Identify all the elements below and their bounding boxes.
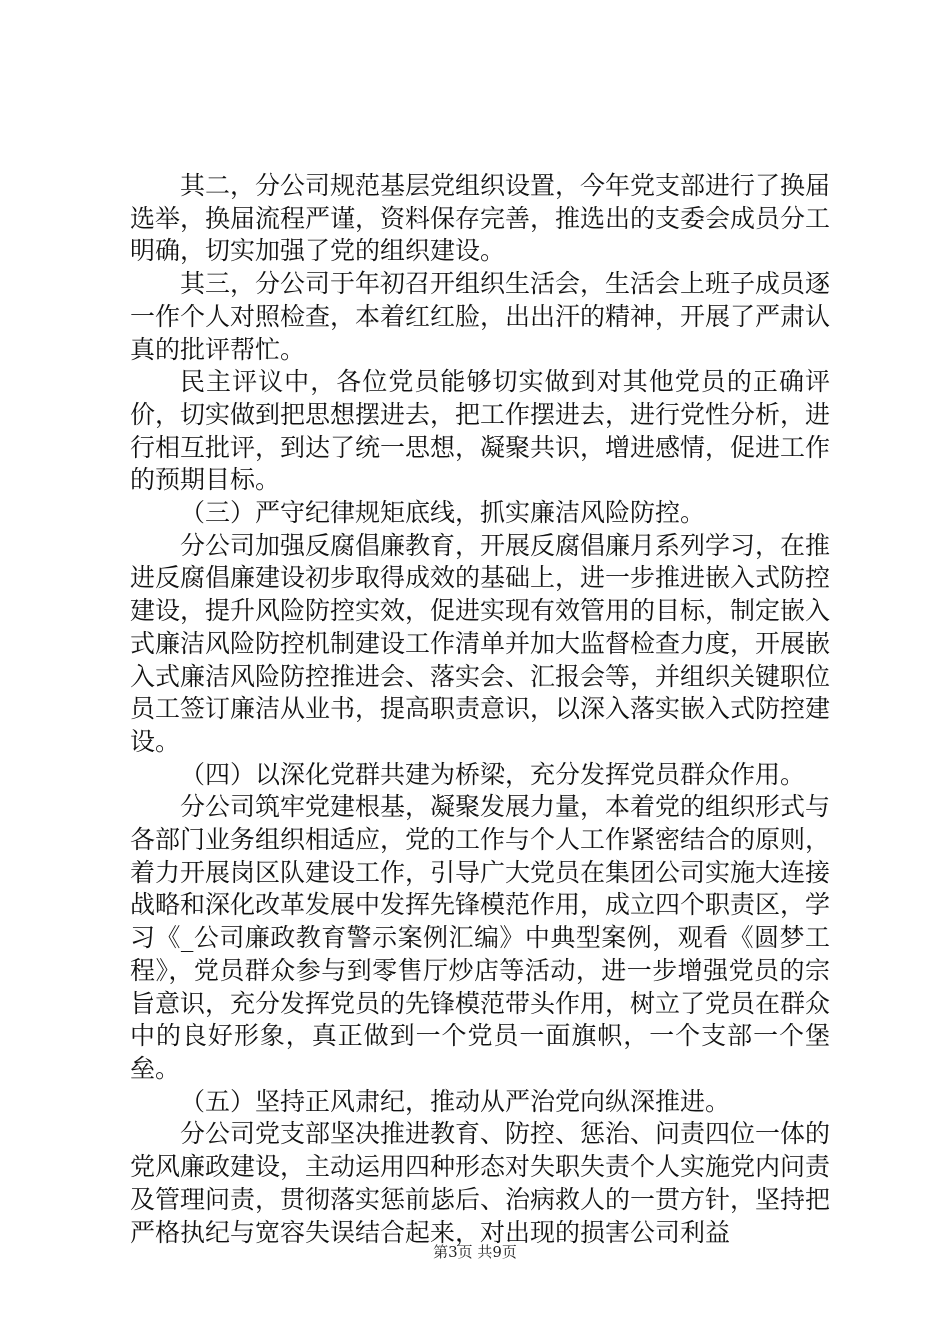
paragraph-dangfeng-lianzheng: 分公司党支部坚决推进教育、防控、惩治、问责四位一体的党风廉政建设，主动运用四种形态对失职失责个人实施党内问责及管理问责，贯彻落实惩前毖后、治病救人的一贯方针，坚持把严格执纪与宽容失误结合起来，对出现的损害公司利益 [130,1119,831,1247]
page-number-footer: 第3页 共9页 [433,1243,517,1261]
paragraph-fanfu-changlian: 分公司加强反腐倡廉教育，开展反腐倡廉月系列学习，在推进反腐倡廉建设初步取得成效的基础上，进一步推进嵌入式防控建设，提升风险防控实效，促进实现有效管用的目标，制定嵌入式廉洁风险防控机制建设工作清单并加大监督检查力度，开展嵌入式廉洁风险防控推进会、落实会、汇报会等，并组织关键职位员工签订廉洁从业书，提高职责意识，以深入落实嵌入式防控建设。 [130,530,831,756]
paragraph-qisan: 其三，分公司于年初召开组织生活会，生活会上班子成员逐一作个人对照检查，本着红红脸，出出汗的精神，开展了严肃认真的批评帮忙。 [130,269,831,364]
section-heading-3: （三）严守纪律规矩底线，抓实廉洁风险防控。 [180,498,706,528]
paragraph-minzhu-pingyi: 民主评议中，各位党员能够切实做到对其他党员的正确评价，切实做到把思想摆进去，把工作摆进去，进行党性分析，进行相互批评，到达了统一思想，凝聚共识，增进感情，促进工作的预期目标。 [130,367,831,495]
document-body [130,170,830,1249]
paragraph-dangjian-genji: 分公司筑牢党建根基，凝聚发展力量，本着党的组织形式与各部门业务组织相适应，党的工作与个人工作紧密结合的原则，着力开展岗区队建设工作，引导广大党员在集团公司实施大连接战略和深化改革发展中发挥先锋模范作用，成立四个职责区，学习《_公司廉政教育警示案例汇编》中典型案例，观看《圆梦工程》，党员群众参与到零售厅炒店等活动，进一步增强党员的宗旨意识，充分发挥党员的先锋模范带头作用，树立了党员在群众中的良好形象，真正做到一个党员一面旗帜，一个支部一个堡垒。 [130,792,831,1083]
section-heading-5: （五）坚持正风肃纪，推动从严治党向纵深推进。 [180,1086,731,1116]
section-heading-4: （四）以深化党群共建为桥梁，充分发挥党员群众作用。 [180,759,806,789]
paragraph-qier: 其二，分公司规范基层党组织设置，今年党支部进行了换届选举，换届流程严谨，资料保存完善，推选出的支委会成员分工明确，切实加强了党的组织建设。 [130,171,831,266]
